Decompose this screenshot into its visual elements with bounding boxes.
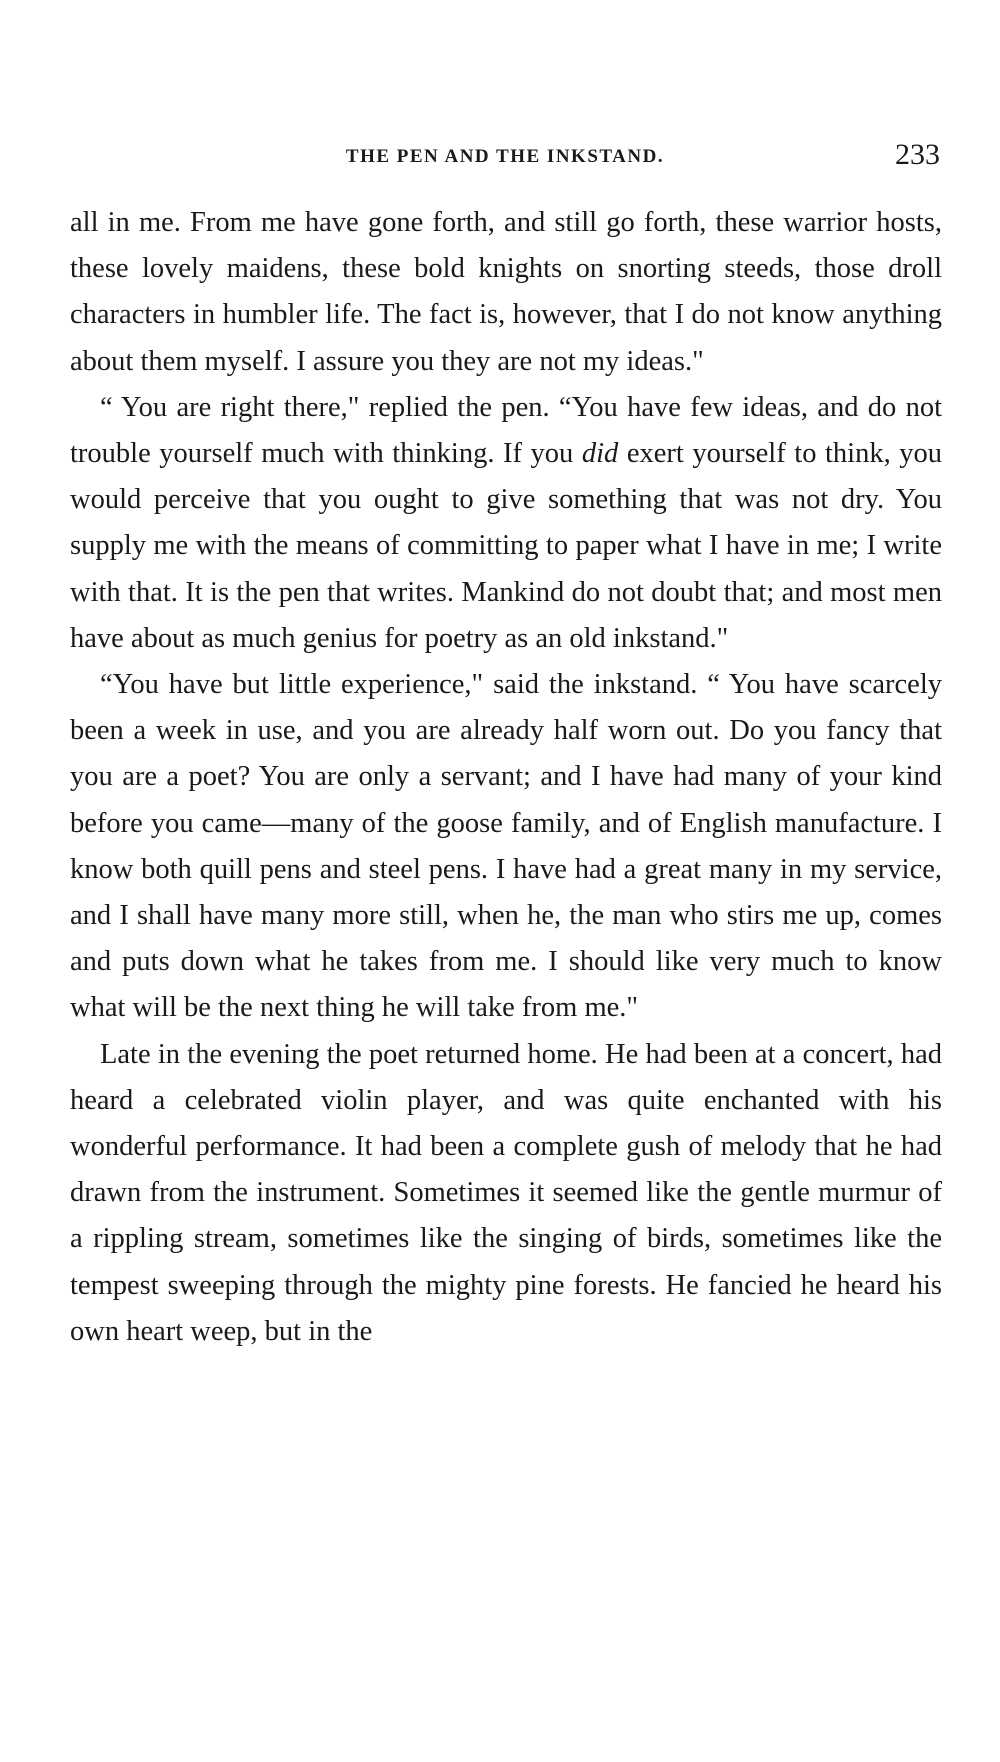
paragraph-1: all in me. From me have gone forth, and still go forth, these warrior hosts, these lovely maidens, these bold knights on snorting steeds, those droll characters in humbler life. The fact is, however, that I do not know anything about them myself. I assure you they are not my ideas."	[70, 207, 942, 377]
paragraph-2-part-1: “ You are right there," replied the pen. “You have few ideas, and do not trouble yourself much with thinking. If you	[70, 391, 942, 470]
running-title: THE PEN AND THE INKSTAND.	[345, 146, 665, 167]
page-number: 233	[895, 138, 940, 171]
emphasis-did: did	[581, 438, 619, 470]
body-text	[70, 200, 942, 1355]
running-head	[70, 138, 940, 178]
paragraph-4: Late in the evening the poet returned home. He had been at a concert, had heard a celebrated violin player, and was quite enchanted with his wonderful performance. It had been a complete gush of melody that he had drawn from the instrument. Sometimes it seemed like the gentle murmur of a rippling stream, sometimes like the singing of birds, sometimes like the tempest sweeping through the mighty pine forests. He fancied he heard his own heart weep, but in the	[70, 1038, 942, 1347]
paragraph-2-part-2: exert yourself to think, you would perceive that you ought to give something that was not dry. You supply me with the means of committing to paper what I have in me; I write with that. It is the pen that writes. Mankind do not doubt that; and most men have about as much genius for poetry as an old inkstand."	[70, 438, 943, 654]
paragraph-2	[70, 385, 942, 662]
paragraph-3: “You have but little experience," said the inkstand. “ You have scarcely been a week in use, and you are already half worn out. Do you fancy that you are a poet? You are only a servant; and I have had many of your kind before you came—many of the goose family, and of English manufacture. I know both quill pens and steel pens. I have had a great many in my service, and I shall have many more still, when he, the man who stirs me up, comes and puts down what he takes from me. I should like very much to know what will be the next thing he will take from me."	[70, 669, 942, 1024]
